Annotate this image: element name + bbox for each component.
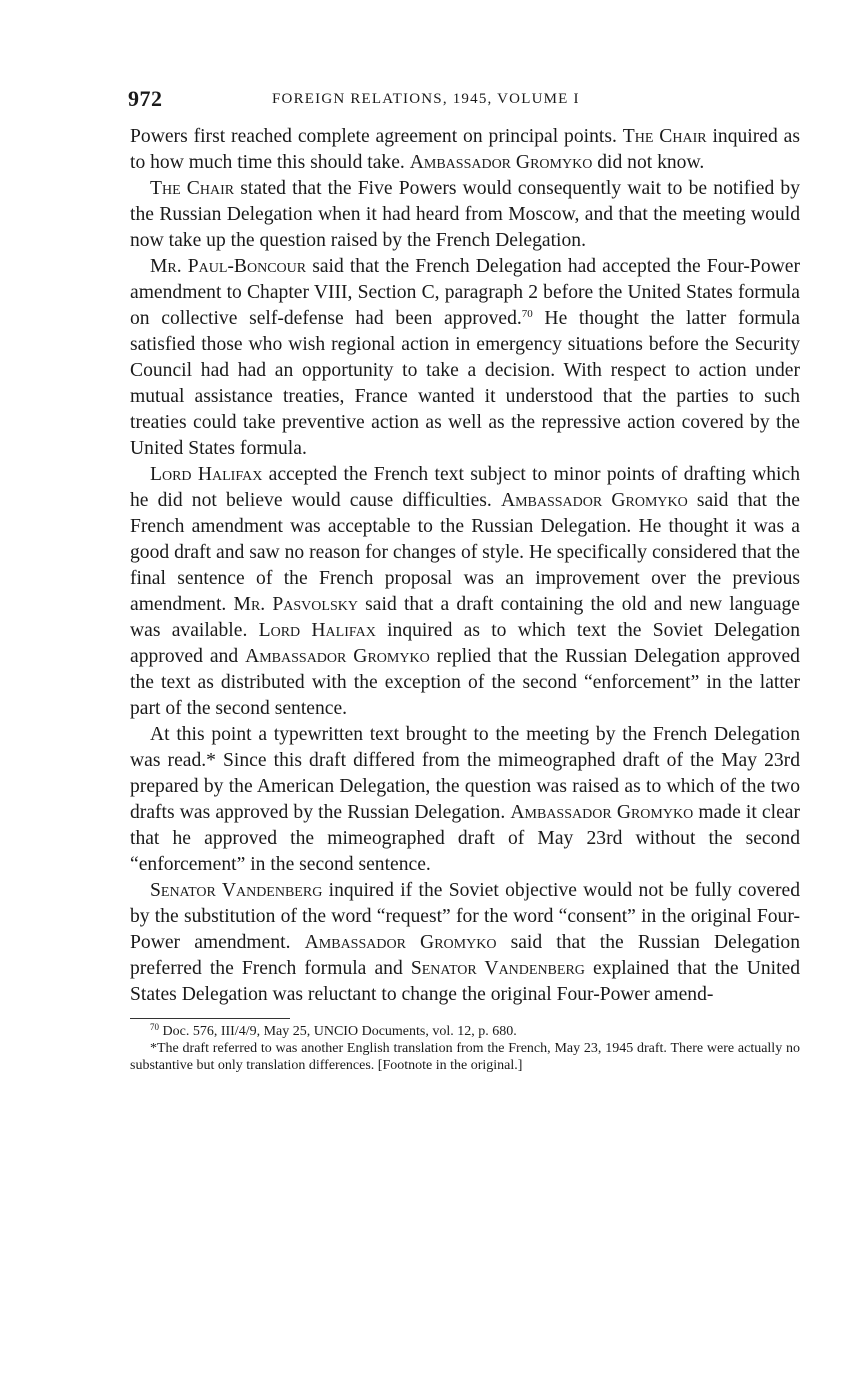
running-title: FOREIGN RELATIONS, 1945, VOLUME I (272, 91, 580, 107)
speaker-name: Mr. Paul-Boncour (150, 256, 307, 277)
text-run: At this point a typewritten text brought to the meeting by the French Delegation was read.* Since this draft differed from the mimeographed draft of the May 23rd prepared by the American Delegation, the question was raised as to which of the two drafts was approved by the Russian Delegation. (130, 724, 800, 823)
speaker-name: Lord Halifax (258, 620, 376, 641)
paragraph-2 (130, 176, 800, 254)
speaker-name: Ambassador Gromyko (409, 152, 593, 173)
footnote-text: *The draft referred to was another English translation from the French, May 23, 1945 draft. There were actually no substantive but only translation differences. [Footnote in the original.] (130, 1041, 800, 1073)
speaker-name: Ambassador Gromyko (245, 646, 430, 667)
footnote-70 (130, 1023, 800, 1040)
text-run: stated that the Five Powers would consequently wait to be notified by the Russian Delegation when it had heard from Moscow, and that the meeting would now take up the question raised by the French Delegation. (130, 178, 800, 251)
speaker-name: Ambassador Gromyko (500, 490, 688, 511)
footnote-reference: 70 (521, 308, 533, 320)
speaker-name: Senator Vandenberg (410, 958, 585, 979)
paragraph-5 (130, 722, 800, 878)
document-page (130, 86, 800, 1074)
text-run: accepted the French text subject to minor points of drafting which he did not believe would cause difficulties. (130, 464, 800, 511)
text-run: inquired as to how much time this should take. (130, 126, 800, 173)
page-number: 972 (128, 86, 163, 111)
speaker-name: Ambassador Gromyko (304, 932, 497, 953)
footnote-marker: 70 (150, 1022, 159, 1032)
text-run: Powers first reached complete agreement on principal points. (130, 126, 623, 147)
text-run: said that the French amendment was acceptable to the Russian Delegation. He thought it was a good draft and saw no reason for changes of style. He specifically considered that the final sentence of the French proposal was an improvement over the previous amendment. (130, 490, 800, 615)
paragraph-6 (130, 878, 800, 1008)
footnote-text: Doc. 576, III/4/9, May 25, UNCIO Documents, vol. 12, p. 680. (159, 1024, 517, 1039)
paragraph-3 (130, 254, 800, 462)
text-run: explained that the United States Delegation was reluctant to change the original Four-Power amend- (130, 958, 801, 1005)
text-run: He thought the latter formula satisfied those who wish regional action in emergency situations before the Security Council had had an opportunity to take a decision. With respect to action under mutual assistance treaties, France wanted it understood that the parties to such treaties could take preventive action as well as the repressive action covered by the United States formula. (130, 308, 800, 459)
text-run: inquired as to which text the Soviet Delegation approved and (130, 620, 800, 667)
speaker-name: Senator Vandenberg (150, 880, 323, 901)
text-run: said that the Russian Delegation preferred the French formula and (130, 932, 800, 979)
text-run: did not know. (592, 152, 705, 173)
body-text (130, 124, 800, 1008)
speaker-name: Mr. Pasvolsky (233, 594, 358, 615)
paragraph-1 (130, 124, 800, 176)
footnote-divider (130, 1018, 290, 1019)
text-run: said that a draft containing the old and new language was available. (130, 594, 801, 641)
running-header (130, 86, 800, 118)
speaker-name: The Chair (150, 178, 235, 199)
footnote-asterisk (130, 1040, 800, 1074)
text-run: said that the French Delegation had accepted the Four-Power amendment to Chapter VIII, Section C, paragraph 2 before the United States formula on collective self-defense had been approved. (130, 256, 800, 329)
footnotes (130, 1023, 800, 1074)
speaker-name: The Chair (622, 126, 707, 147)
speaker-name: Ambassador Gromyko (510, 802, 694, 823)
paragraph-4 (130, 462, 800, 722)
speaker-name: Lord Halifax (150, 464, 263, 485)
text-run: replied that the Russian Delegation approved the text as distributed with the exception of the second “enforcement” in the latter part of the second sentence. (130, 646, 800, 719)
text-run: made it clear that he approved the mimeographed draft of May 23rd without the second “enforcement” in the second sentence. (130, 802, 800, 875)
text-run: inquired if the Soviet objective would not be fully covered by the substitution of the word “request” for the word “consent” in the original Four-Power amendment. (130, 880, 801, 953)
